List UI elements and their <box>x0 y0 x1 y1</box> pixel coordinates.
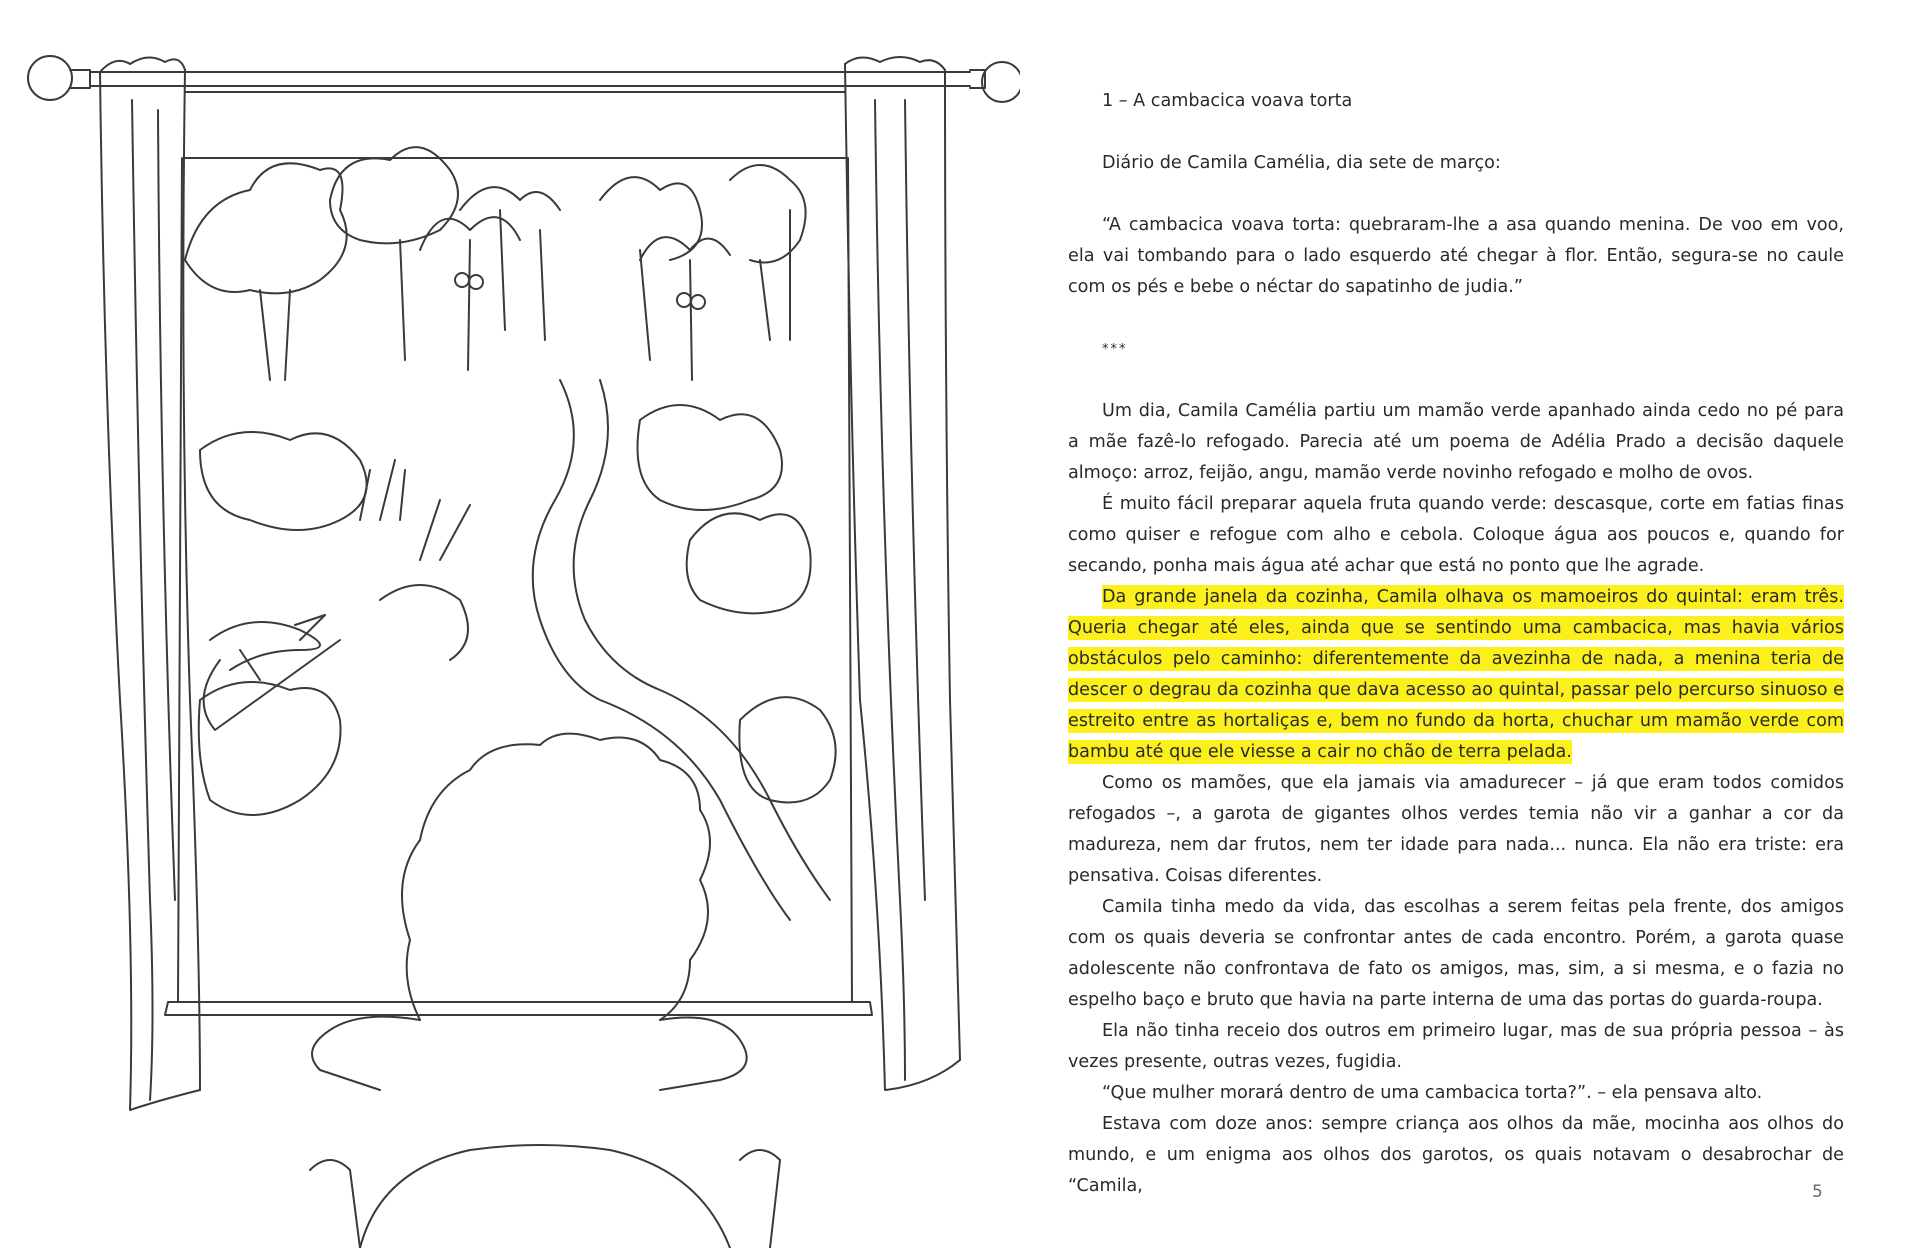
right-curtain <box>845 57 960 1090</box>
paragraph: Como os mamões, que ela jamais via amadurecer – já que eram todos comidos refogados –, a garota de gigantes olhos verdes temia não vir a ganhar a cor da madureza, nem dar frutos, nem ter idade para nada... nunca. Ela não era triste: era pensativa. Coisas diferentes. <box>1068 773 1844 886</box>
papaya-trees <box>420 217 730 380</box>
garden-trees <box>185 147 806 380</box>
cambacica-bird-drawing <box>204 615 340 730</box>
page-number: 5 <box>1812 1182 1823 1202</box>
garden-path <box>533 380 830 920</box>
left-curtain <box>100 57 200 1110</box>
window-frame <box>165 92 872 1015</box>
curtain-rod <box>28 56 1020 102</box>
text-page <box>1068 86 1844 1202</box>
paragraph: “Que mulher morará dentro de uma cambacica torta?”. – ela pensava alto. <box>1102 1083 1763 1103</box>
paragraph: Camila tinha medo da vida, das escolhas a serem feitas pela frente, dos amigos com os quais deveria se confrontar antes de cada encontro. Porém, a garota quase adolescente não confrontava de fato os amigos, mas, sim, a si mesma, e o fazia no espelho baço e bruto que havia na parte interna de uma das portas do guarda-roupa. <box>1068 897 1844 1010</box>
diary-heading: Diário de Camila Camélia, dia sete de março: <box>1102 153 1501 173</box>
paragraph: Ela não tinha receio dos outros em primeiro lugar, mas de sua própria pessoa – às vezes presente, outras vezes, fugidia. <box>1068 1021 1844 1072</box>
paragraph: Um dia, Camila Camélia partiu um mamão verde apanhado ainda cedo no pé para a mãe fazê-lo refogado. Parecia até um poema de Adélia Prado a decisão daquele almoço: arroz, feijão, angu, mamão verde novinho refogado e molho de ovos. <box>1068 401 1844 483</box>
highlighted-paragraph[interactable] <box>1068 582 1844 768</box>
paragraph: Estava com doze anos: sempre criança aos olhos da mãe, mocinha aos olhos do mundo, e um enigma aos olhos dos garotos, os quais notavam o desabrochar de “Camila, <box>1068 1114 1844 1196</box>
garden-bushes <box>199 405 836 815</box>
diary-quote: “A cambacica voava torta: quebraram-lhe a asa quando menina. De voo em voo, ela vai tombando para o lado esquerdo até chegar à flor. Então, segura-se no caule com os pés e bebe o néctar do sapatinho de judia.” <box>1068 215 1844 297</box>
girl-silhouette <box>310 734 780 1248</box>
section-separator: *** <box>1102 342 1128 357</box>
text-highlight[interactable]: Da grande janela da cozinha, Camila olhava os mamoeiros do quintal: eram três. Queria chegar até eles, ainda que se sentindo uma cambacica, mas havia vários obstáculos pelo caminho: diferentemente da avezinha de nada, a menina teria de descer o degrau da cozinha que dava acesso ao quintal, passar pelo percurso sinuoso e estreito entre as hortaliças e, bem no fundo da horta, chuchar um mamão verde com bambu até que ele viesse a cair no chão de terra pelada. <box>1068 587 1844 762</box>
chapter-title: 1 – A cambacica voava torta <box>1102 91 1353 111</box>
paragraph: É muito fácil preparar aquela fruta quando verde: descasque, corte em fatias finas como quiser e refogue com alho e cebola. Coloque água aos poucos e, quando for secando, ponha mais água até achar que está no ponto que lhe agrade. <box>1068 494 1844 576</box>
